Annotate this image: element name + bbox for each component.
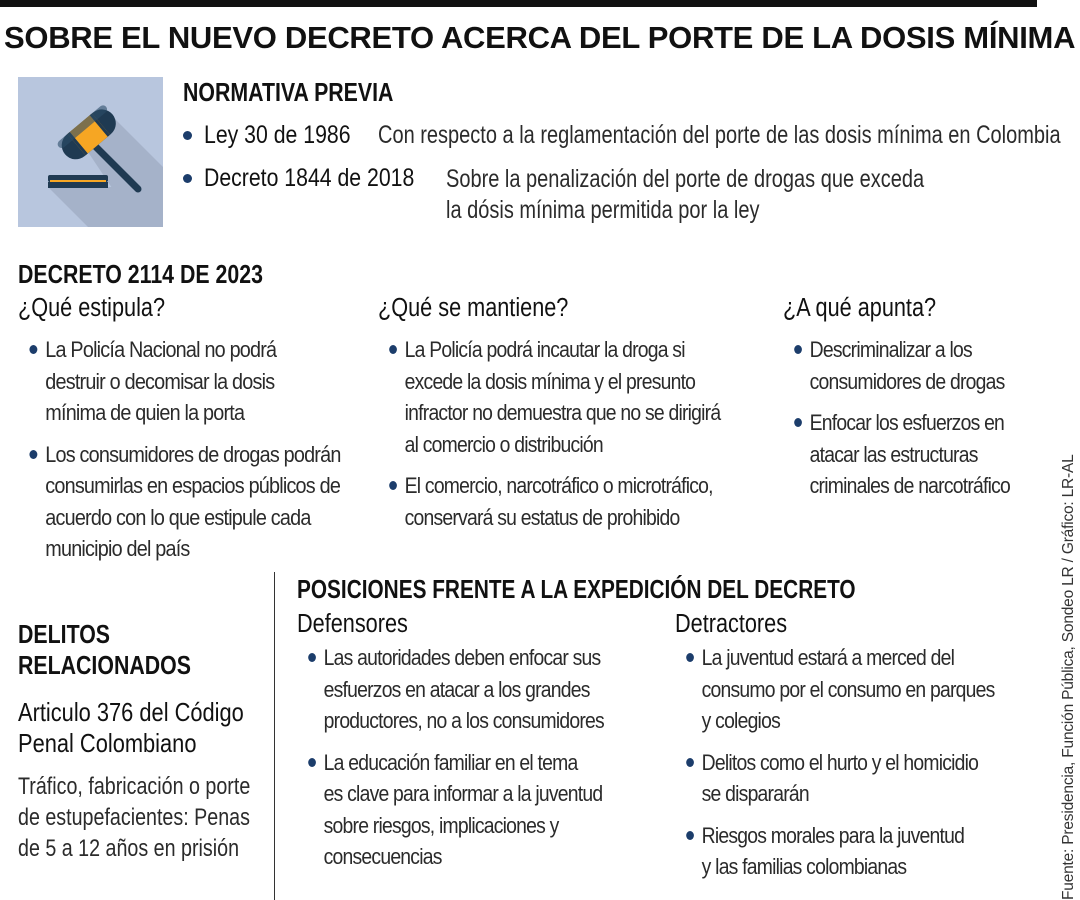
bullet-icon	[686, 758, 694, 767]
page-title: SOBRE EL NUEVO DECRETO ACERCA DEL PORTE DE LA DOSIS MÍNIMA	[4, 20, 1076, 55]
defenders-list	[297, 642, 675, 873]
bullet-icon	[389, 345, 397, 354]
list-item-line: Riesgos morales para la juventud	[701, 822, 965, 848]
normativa-label: Ley 30 de 1986	[204, 121, 351, 149]
normativa-description: Con respecto a la reglamentación del porte de las dosis mínima en Colombia	[378, 121, 1061, 149]
list-item-line: y las familias colombianas	[701, 854, 907, 879]
list-item-line: Los consumidores de drogas podrán	[45, 441, 341, 467]
list-item	[378, 334, 774, 460]
bullet-icon	[794, 345, 802, 354]
column-title: Defensores	[297, 610, 408, 638]
list-item-line: Delitos como el hurto y el homicidio	[701, 749, 979, 775]
list-item-line: y colegios	[701, 708, 780, 733]
description-line: de estupefacientes: Penas	[18, 804, 250, 831]
list-item-line: destruir o decomisar la dosis	[45, 368, 275, 394]
bullet-icon	[686, 653, 694, 662]
list-item-line: consumirlas en espacios públicos de	[45, 473, 341, 498]
bullet-icon	[794, 418, 802, 427]
bullet-icon	[29, 450, 37, 459]
maintains-list	[378, 334, 774, 533]
list-item	[675, 747, 1036, 810]
list-item-line: La Policía podrá incautar la droga si	[404, 337, 685, 362]
list-item-line: Descriminalizar a los	[809, 337, 972, 362]
source-credit: Fuente: Presidencia, Función Pública, Sondeo LR / Gráfico: LR-AL	[1060, 454, 1077, 900]
list-item-line: excede la dosis mínima y el presunto	[404, 368, 696, 394]
bullet-icon	[389, 481, 397, 490]
list-item-line: mínima de quien la porta	[45, 400, 245, 425]
normativa-item	[183, 164, 452, 193]
positions-heading: POSICIONES FRENTE A LA EXPEDICIÓN DEL DECRETO	[297, 574, 856, 604]
bullet-icon	[686, 831, 694, 840]
heading-line: DELITOS	[18, 619, 111, 649]
normativa-label: Decreto 1844 de 2018	[204, 164, 415, 192]
list-item	[18, 334, 388, 429]
article-description	[18, 771, 250, 864]
article-line: Articulo 376 del Código	[18, 697, 244, 727]
column-title: Detractores	[675, 610, 788, 638]
list-item-line: La juventud estará a merced del	[701, 645, 955, 670]
list-item-line: se dispararán	[701, 781, 809, 806]
list-item-line: La Policía Nacional no podrá	[45, 337, 277, 362]
bullet-icon	[29, 345, 37, 354]
description-line: la dósis mínima permitida por la ley	[446, 196, 760, 224]
heading-line: RELACIONADOS	[18, 650, 191, 680]
column-title: ¿Qué estipula?	[18, 294, 165, 322]
list-item-line: conservará su estatus de prohibido	[404, 504, 680, 530]
list-item-line: es clave para informar a la juventud	[323, 781, 603, 806]
column-title: ¿Qué se mantiene?	[378, 294, 569, 322]
description-line: Sobre la penalización del porte de drogas que exceda	[446, 165, 925, 193]
top-rule	[0, 0, 1037, 7]
description-line: de 5 a 12 años en prisión	[18, 835, 240, 862]
list-item-line: municipio del país	[45, 536, 190, 561]
list-item-line: atacar las estructuras	[809, 441, 978, 467]
divider	[274, 572, 275, 900]
bullet-icon	[308, 653, 316, 662]
list-item-line: productores, no a los consumidores	[323, 708, 604, 733]
list-item	[378, 470, 774, 533]
column-title: ¿A qué apunta?	[783, 294, 937, 322]
normativa-heading: NORMATIVA PREVIA	[183, 77, 394, 107]
list-item	[18, 439, 388, 565]
list-item-line: Enfocar los esfuerzos en	[809, 410, 1005, 435]
list-item-line: al comercio o distribución	[404, 431, 603, 457]
list-item	[297, 642, 675, 737]
list-item-line: consecuencias	[323, 844, 442, 869]
list-item-line: infractor no demuestra que no se dirigirá	[404, 400, 721, 425]
list-item-line: acuerdo con lo que estipule cada	[45, 504, 311, 530]
list-item-line: criminales de narcotráfico	[809, 473, 1011, 498]
bullet-icon	[308, 758, 316, 767]
list-item-line: esfuerzos en atacar a los grandes	[323, 676, 590, 702]
bullet-icon	[183, 174, 192, 183]
list-item-line: El comercio, narcotráfico o microtráfico,	[404, 473, 713, 498]
gavel-icon	[18, 77, 163, 227]
detractors-list	[675, 642, 1036, 883]
description-line: Tráfico, fabricación o porte	[18, 773, 251, 800]
decreto-heading: DECRETO 2114 DE 2023	[18, 259, 263, 289]
list-item-line: consumidores de drogas	[809, 368, 1005, 394]
list-item-line: La educación familiar en el tema	[323, 749, 578, 775]
list-item	[783, 407, 1041, 502]
aims-list	[783, 334, 1041, 502]
list-item-line: sobre riesgos, implicaciones y	[323, 812, 559, 838]
bullet-icon	[183, 131, 192, 140]
article-title	[18, 697, 244, 759]
delitos-heading	[18, 619, 191, 681]
normativa-description	[446, 164, 924, 226]
list-item	[783, 334, 1041, 397]
list-item-line: Las autoridades deben enfocar sus	[323, 645, 601, 670]
stipulates-list	[18, 334, 388, 565]
list-item	[675, 642, 1036, 737]
list-item	[675, 820, 1036, 883]
article-line: Penal Colombiano	[18, 728, 197, 758]
list-item-line: consumo por el consumo en parques	[701, 676, 995, 702]
normativa-item	[183, 121, 354, 150]
list-item	[297, 747, 675, 873]
